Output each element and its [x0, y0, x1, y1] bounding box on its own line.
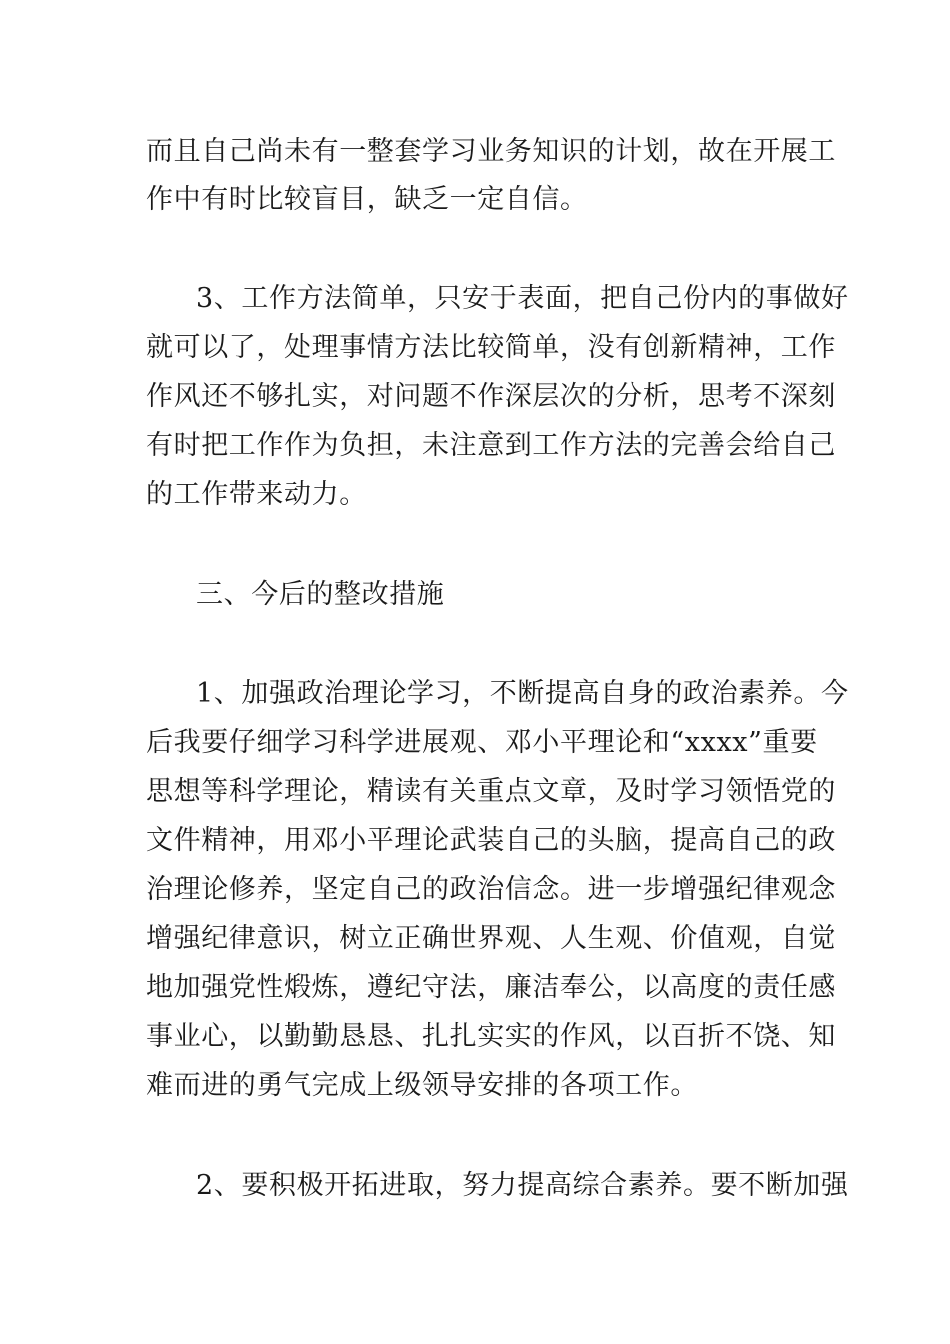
paragraph-2-line-5: 的工作带来动力。 — [146, 479, 367, 510]
paragraph-3-line-6: 增强纪律意识，树立正确世界观、人生观、价值观，自觉 — [146, 923, 836, 954]
paragraph-3-line-1: 1、加强政治理论学习，不断提高自身的政治素养。今 — [196, 678, 849, 709]
paragraph-3-line-4: 文件精神，用邓小平理论武装自己的头脑，提高自己的政 — [146, 825, 836, 856]
paragraph-3-line-2: 后我要仔细学习科学进展观、邓小平理论和“xxxx”重要 — [146, 727, 818, 758]
paragraph-3-line-5: 治理论修养，坚定自己的政治信念。进一步增强纪律观念 — [146, 874, 836, 905]
paragraph-2-line-2: 就可以了，处理事情方法比较简单，没有创新精神，工作 — [146, 332, 836, 363]
paragraph-3-line-7: 地加强党性煅炼，遵纪守法，廉洁奉公，以高度的责任感 — [146, 972, 836, 1003]
paragraph-3-line-3: 思想等科学理论，精读有关重点文章，及时学习领悟党的 — [146, 776, 836, 807]
paragraph-2-line-3: 作风还不够扎实，对问题不作深层次的分析，思考不深刻 — [146, 381, 836, 412]
section-heading: 三、今后的整改措施 — [196, 579, 445, 610]
paragraph-2-line-1: 3、工作方法简单，只安于表面，把自己份内的事做好 — [196, 283, 849, 314]
paragraph-2-line-4: 有时把工作作为负担，未注意到工作方法的完善会给自己 — [146, 430, 836, 461]
paragraph-1-line-1: 而且自己尚未有一整套学习业务知识的计划，故在开展工 — [146, 136, 836, 167]
paragraph-1-line-2: 作中有时比较盲目，缺乏一定自信。 — [146, 184, 588, 215]
paragraph-3-line-9: 难而进的勇气完成上级领导安排的各项工作。 — [146, 1070, 698, 1101]
paragraph-4-line-1: 2、要积极开拓进取，努力提高综合素养。要不断加强 — [196, 1170, 849, 1201]
paragraph-3-line-8: 事业心，以勤勤恳恳、扎扎实实的作风，以百折不饶、知 — [146, 1021, 836, 1052]
